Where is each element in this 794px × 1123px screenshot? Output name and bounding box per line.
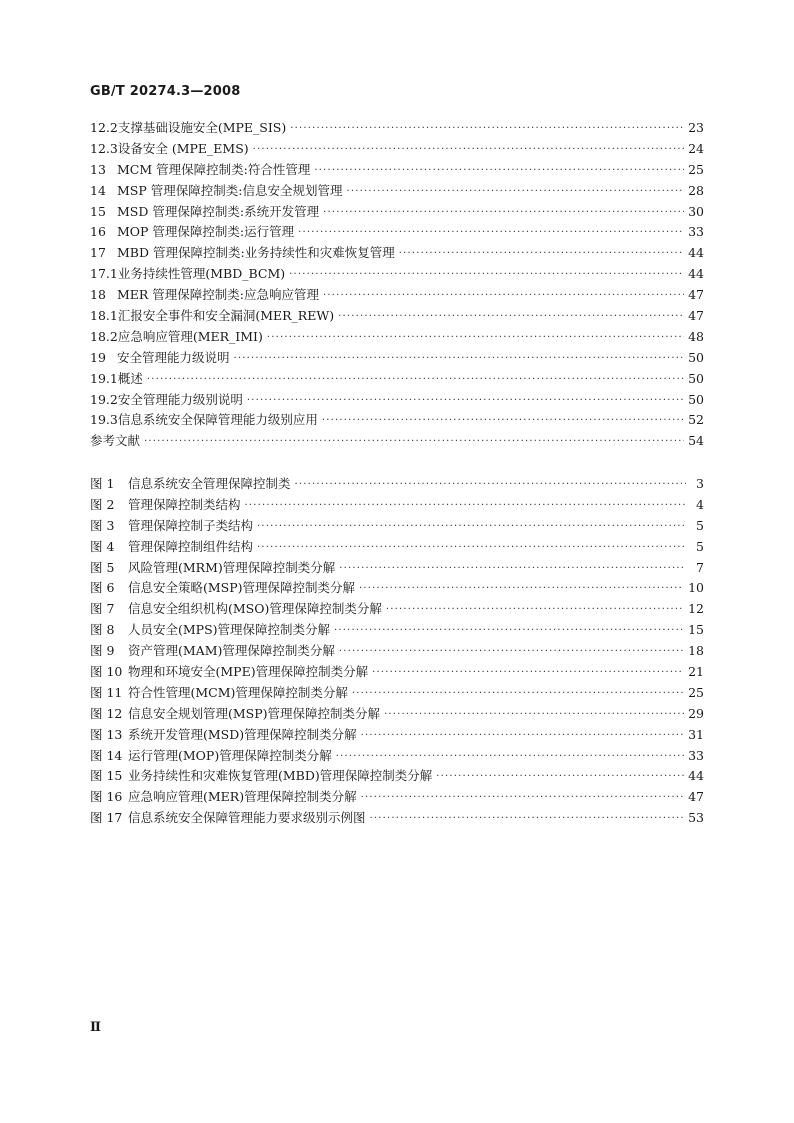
entry-number: 图 3	[90, 517, 115, 533]
dot-leader	[289, 264, 684, 285]
entry-title: MCM 管理保障控制类:符合性管理	[117, 161, 311, 177]
entry-title: 信息安全组织机构(MSO)管理保障控制类分解	[128, 601, 382, 617]
entry-title: 信息系统安全保障管理能力级别应用	[117, 412, 318, 428]
dot-leader	[290, 118, 684, 139]
entry-title: 安全管理能力级说明	[117, 349, 230, 365]
entry-title: MER 管理保障控制类:应急响应管理	[117, 287, 320, 303]
entry-page-number: 53	[688, 810, 704, 826]
entry-number: 图 16	[90, 789, 123, 805]
entry-page-number: 33	[688, 224, 704, 240]
toc-section-entry[interactable]	[90, 181, 704, 202]
entry-number: 图 14	[90, 747, 123, 763]
entry-number: 18.1	[90, 308, 118, 324]
entry-page-number: 47	[688, 789, 704, 805]
entry-page-number: 50	[688, 370, 704, 386]
entry-number: 图 9	[90, 643, 115, 659]
entry-title: 支撑基础设施安全(MPE_SIS)	[117, 120, 287, 135]
entry-number: 图 5	[90, 559, 115, 575]
entry-page-number: 24	[688, 140, 704, 156]
entry-page-number: 44	[688, 245, 704, 261]
dot-leader	[257, 516, 686, 537]
toc-figure-entry[interactable]	[90, 662, 704, 683]
toc-section-entry[interactable]	[90, 369, 704, 390]
entry-page-number: 3	[696, 476, 704, 491]
dot-leader	[234, 348, 685, 369]
entry-number: 图 4	[90, 538, 115, 554]
entry-page-number: 29	[688, 705, 704, 721]
toc-section-entry[interactable]	[90, 202, 704, 223]
dot-leader	[372, 662, 684, 683]
entry-page-number: 48	[688, 328, 704, 344]
toc-figure-entry[interactable]	[90, 787, 704, 808]
entry-number: 图 10	[90, 664, 123, 680]
entry-number: 图 1	[90, 476, 115, 491]
toc-section-entry[interactable]	[90, 160, 704, 181]
dot-leader	[352, 683, 684, 704]
entry-page-number: 28	[688, 182, 704, 198]
entry-title: 业务持续性和灾难恢复管理(MBD)管理保障控制类分解	[128, 768, 433, 784]
toc-section-entry[interactable]	[90, 327, 704, 348]
entry-number: 19.1	[90, 370, 118, 386]
entry-page-number: 7	[696, 559, 704, 575]
entry-title: 资产管理(MAM)管理保障控制类分解	[128, 643, 335, 659]
entry-title: 系统开发管理(MSD)管理保障控制类分解	[128, 726, 357, 742]
entry-page-number: 31	[688, 726, 704, 742]
entry-page-number: 21	[688, 664, 704, 680]
entry-number: 14	[90, 182, 106, 198]
standard-code-header: GB/T 20274.3—2008	[90, 84, 241, 99]
entry-number: 图 8	[90, 622, 115, 638]
entry-page-number: 15	[688, 622, 704, 638]
entry-title: 运行管理(MOP)管理保障控制类分解	[128, 747, 332, 763]
entry-page-number: 23	[688, 120, 704, 135]
toc-section-entry[interactable]	[90, 285, 704, 306]
toc-figure-entry[interactable]	[90, 537, 704, 558]
entry-page-number: 5	[696, 538, 704, 554]
dot-leader	[314, 160, 684, 181]
entry-page-number: 12	[688, 601, 704, 617]
entry-title: MOP 管理保障控制类:运行管理	[117, 224, 295, 240]
entry-title: 信息系统安全保障管理能力要求级别示例图	[128, 810, 366, 826]
dot-leader	[339, 558, 686, 579]
entry-number: 19.2	[90, 391, 118, 407]
entry-title: MSP 管理保障控制类:信息安全规划管理	[117, 182, 343, 198]
entry-title: 风险管理(MRM)管理保障控制类分解	[128, 559, 336, 575]
entry-number: 18.2	[90, 328, 118, 344]
entry-number: 图 15	[90, 768, 123, 784]
toc-figure-entry[interactable]	[90, 725, 704, 746]
entry-page-number: 54	[688, 433, 704, 449]
entry-title: 管理保障控制类结构	[128, 496, 241, 512]
dot-leader	[436, 766, 684, 787]
toc-figure-entry[interactable]	[90, 704, 704, 725]
entry-number: 图 13	[90, 726, 123, 742]
entry-page-number: 50	[688, 391, 704, 407]
entry-page-number: 25	[688, 161, 704, 177]
dot-leader	[147, 369, 684, 390]
entry-number: 19.3	[90, 412, 118, 428]
toc-figure-entry[interactable]	[90, 599, 704, 620]
dot-leader	[322, 410, 684, 431]
toc-figure-entry[interactable]	[90, 474, 704, 495]
entry-number: 13	[90, 161, 106, 177]
toc-figure-entry[interactable]	[90, 746, 704, 767]
entry-title: 汇报安全事件和安全漏洞(MER_REW)	[117, 308, 335, 324]
dot-leader	[399, 243, 684, 264]
toc-section-entry[interactable]	[90, 264, 704, 285]
dot-leader	[334, 620, 684, 641]
dot-leader	[386, 599, 684, 620]
dot-leader	[323, 202, 684, 223]
entry-number: 18	[90, 287, 106, 303]
entry-title: 信息安全策略(MSP)管理保障控制类分解	[128, 580, 356, 596]
dot-leader	[361, 787, 685, 808]
entry-number: 12.2	[90, 120, 118, 135]
dot-leader	[384, 704, 684, 725]
toc-figure-entry[interactable]	[90, 641, 704, 662]
entry-title: 参考文献	[90, 433, 141, 449]
entry-title: 应急响应管理(MER_IMI)	[117, 328, 263, 344]
toc-section-entry[interactable]	[90, 243, 704, 264]
entry-number: 17.1	[90, 266, 118, 282]
dot-leader	[267, 327, 684, 348]
entry-title: 应急响应管理(MER)管理保障控制类分解	[128, 789, 357, 805]
dot-leader	[346, 181, 684, 202]
entry-title: 管理保障控制组件结构	[128, 538, 254, 554]
entry-page-number: 30	[688, 203, 704, 219]
entry-title: 业务持续性管理(MBD_BCM)	[117, 266, 286, 282]
entry-title: 人员安全(MPS)管理保障控制类分解	[128, 622, 331, 638]
entry-title: 信息安全规划管理(MSP)管理保障控制类分解	[128, 705, 381, 721]
entry-number: 12.3	[90, 140, 118, 156]
dot-leader	[361, 725, 684, 746]
entry-page-number: 52	[688, 412, 704, 428]
entry-page-number: 44	[688, 266, 704, 282]
toc-figure-entry[interactable]	[90, 516, 704, 537]
toc-section-entry[interactable]	[90, 390, 704, 411]
entry-title: 设备安全 (MPE_EMS)	[117, 140, 249, 156]
entry-title: 管理保障控制子类结构	[128, 517, 254, 533]
toc-section-entry[interactable]	[90, 222, 704, 243]
entry-page-number: 18	[688, 643, 704, 659]
entry-number: 图 2	[90, 496, 115, 512]
toc-figure-entry[interactable]	[90, 683, 704, 704]
entry-number: 16	[90, 224, 106, 240]
entry-page-number: 47	[688, 287, 704, 303]
toc-figure-entry[interactable]	[90, 558, 704, 579]
dot-leader	[295, 474, 686, 495]
dot-leader	[257, 537, 686, 558]
toc-section-entry[interactable]	[90, 306, 704, 327]
entry-title: 符合性管理(MCM)管理保障控制类分解	[128, 684, 348, 700]
entry-number: 图 17	[90, 810, 123, 826]
toc-figure-list	[90, 474, 704, 829]
entry-title: 物理和环境安全(MPE)管理保障控制类分解	[128, 664, 369, 680]
dot-leader	[359, 578, 684, 599]
entry-page-number: 4	[696, 496, 704, 512]
dot-leader	[245, 495, 686, 516]
toc-section-entry[interactable]	[90, 348, 704, 369]
entry-number: 15	[90, 203, 106, 219]
entry-page-number: 33	[688, 747, 704, 763]
toc-figure-entry[interactable]	[90, 808, 704, 829]
entry-page-number: 5	[696, 517, 704, 533]
toc-figure-entry[interactable]	[90, 578, 704, 599]
entry-page-number: 10	[688, 580, 704, 596]
entry-number: 19	[90, 349, 106, 365]
dot-leader	[298, 222, 684, 243]
toc-figure-entry[interactable]	[90, 620, 704, 641]
toc-section-entry[interactable]	[90, 410, 704, 431]
dot-leader	[144, 431, 684, 452]
toc-section-entry[interactable]	[90, 139, 704, 160]
dot-leader	[370, 808, 685, 829]
dot-leader	[253, 139, 684, 160]
dot-leader	[247, 390, 684, 411]
entry-number: 图 6	[90, 580, 115, 596]
dot-leader	[338, 306, 684, 327]
toc-section-list	[90, 118, 704, 452]
entry-title: MBD 管理保障控制类:业务持续性和灾难恢复管理	[117, 245, 395, 261]
entry-title: 信息系统安全管理保障控制类	[128, 476, 291, 491]
dot-leader	[323, 285, 684, 306]
entry-page-number: 44	[688, 768, 704, 784]
entry-page-number: 47	[688, 308, 704, 324]
entry-number: 图 12	[90, 705, 123, 721]
dot-leader	[336, 746, 684, 767]
page-number: Ⅱ	[90, 1020, 101, 1035]
entry-page-number: 50	[688, 349, 704, 365]
entry-title: MSD 管理保障控制类:系统开发管理	[117, 203, 320, 219]
toc-section-entry[interactable]	[90, 431, 704, 452]
toc-figure-entry[interactable]	[90, 495, 704, 516]
entry-title: 概述	[117, 370, 143, 386]
entry-number: 图 7	[90, 601, 115, 617]
toc-figure-entry[interactable]	[90, 766, 704, 787]
entry-number: 17	[90, 245, 106, 261]
entry-title: 安全管理能力级别说明	[117, 391, 243, 407]
entry-number: 图 11	[90, 684, 123, 700]
dot-leader	[339, 641, 684, 662]
entry-page-number: 25	[688, 684, 704, 700]
toc-section-entry[interactable]	[90, 118, 704, 139]
